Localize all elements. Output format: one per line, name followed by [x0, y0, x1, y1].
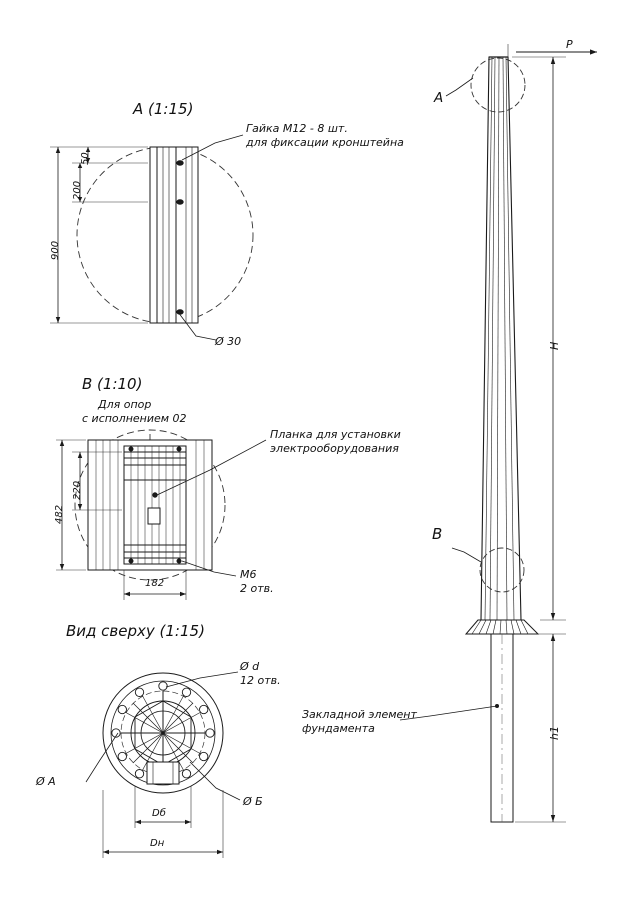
note-b-line2: с исполнением 02	[82, 412, 187, 425]
note-foundation-line2: фундамента	[302, 722, 375, 735]
note-plate-line1: Планка для установки	[270, 428, 401, 441]
callout-b-marker: B	[432, 525, 443, 543]
dim-diam-a: Ø A	[36, 775, 56, 788]
dim-a-900: 900	[50, 240, 61, 260]
dim-a-200: 200	[72, 180, 83, 200]
dim-b-182: 182	[145, 578, 165, 589]
note-b-line1: Для опор	[98, 398, 152, 411]
dim-b-220: 220	[72, 480, 83, 500]
detail-a-title: A (1:15)	[133, 100, 194, 118]
note-m6-line1: М6	[240, 568, 257, 581]
pole-elevation-geometry	[400, 44, 597, 822]
dim-diam-db: Dб	[152, 808, 166, 819]
note-nut-line2: для фиксации кронштейна	[246, 136, 404, 149]
top-view-geometry	[86, 672, 240, 858]
note-d-holes-line2: 12 отв.	[240, 674, 281, 687]
dim-diam-dn: Dн	[150, 838, 165, 849]
detail-b-title: B (1:10)	[82, 375, 143, 393]
note-plate-line2: электрооборудования	[270, 442, 399, 455]
note-nut-line1: Гайка М12 - 8 шт.	[246, 122, 348, 135]
note-foundation-line1: Закладной элемент	[302, 708, 417, 721]
top-view-title: Вид сверху (1:15)	[66, 622, 205, 640]
dim-diam-b: Ø Б	[243, 795, 263, 808]
note-d-holes-line1: Ø d	[240, 660, 260, 673]
dim-pole-H: H	[548, 341, 561, 350]
callout-load-p: P	[566, 38, 573, 51]
dim-b-482: 482	[54, 504, 65, 524]
detail-a-geometry	[50, 135, 253, 340]
note-m6-line2: 2 отв.	[240, 582, 274, 595]
dim-a-50: 50	[80, 152, 91, 165]
callout-a-marker: A	[434, 90, 444, 106]
dim-pole-h1: h1	[548, 726, 561, 740]
detail-b-geometry	[56, 430, 266, 600]
note-hole-d30: Ø 30	[215, 335, 242, 348]
